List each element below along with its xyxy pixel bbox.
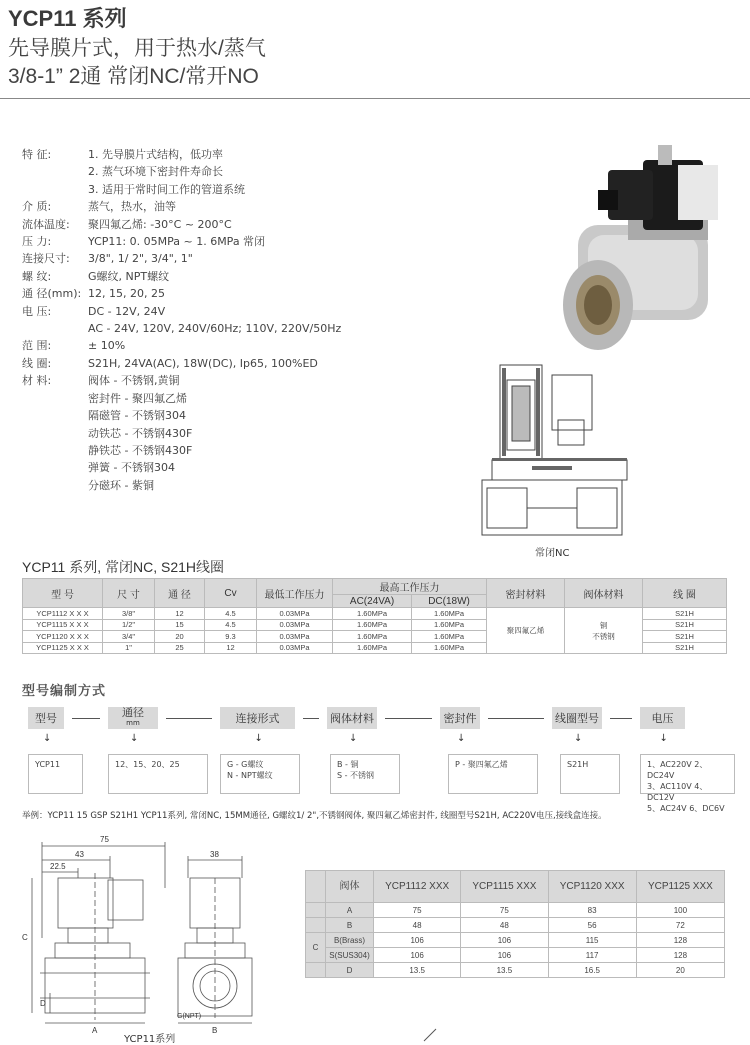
spec-value: 弹簧 - 不锈钢304 <box>88 461 175 475</box>
spec-row <box>22 372 341 389</box>
code-option: P - 聚四氟乙烯 <box>448 754 538 794</box>
spec-label: 连接尺寸: <box>22 252 70 266</box>
dim-th-corner: 阀体 <box>326 871 374 903</box>
spec-row <box>22 442 341 459</box>
spec-row <box>22 285 341 302</box>
code-option: 1、AC220V 2、DC24V 3、AC110V 4、DC12V 5、AC24V 6、DC6V <box>640 754 735 794</box>
table-cell: 12 <box>155 608 205 620</box>
table-cell: 1.60MPa <box>412 619 487 631</box>
spec-row <box>22 163 341 180</box>
spec-label: 材 料: <box>22 374 52 388</box>
th-min-pressure: 最低工作压力 <box>257 579 333 608</box>
spec-row <box>22 390 341 407</box>
spec-label: 线 圈: <box>22 356 52 370</box>
spec-row <box>22 268 341 285</box>
table-cell: YCP1125 X X X <box>23 642 103 654</box>
code-connector <box>385 718 432 719</box>
code-box-label: 电压 <box>651 711 674 725</box>
body-material-1: 铜 <box>599 620 608 630</box>
spec-label: 特 征: <box>22 148 52 161</box>
dim-row <box>306 948 725 963</box>
spec-row <box>22 233 341 250</box>
dim-cell: 48 <box>374 918 461 933</box>
body-material-2: 不锈钢 <box>592 631 615 641</box>
dim-th-1112: YCP1112 XXX <box>374 871 461 903</box>
spec-label: 流体温度: <box>22 217 70 231</box>
spec-label <box>22 163 88 180</box>
dim-empty-cell <box>306 918 326 933</box>
table-cell: 1.60MPa <box>333 642 412 654</box>
code-box <box>108 707 158 729</box>
down-arrow-icon: ↓ <box>130 733 139 744</box>
dim-row-label: B <box>326 918 374 933</box>
code-option: 12、15、20、25 <box>108 754 208 794</box>
table-cell: YCP1112 X X X <box>23 608 103 620</box>
code-box <box>640 707 685 729</box>
spec-value: 3. 适用于常时间工作的管道系统 <box>88 182 245 196</box>
spec-value: 蒸气，热水，油等 <box>88 200 176 214</box>
spec-row <box>22 146 341 163</box>
th-body: 阀体材料 <box>565 579 643 608</box>
spec-row <box>22 425 341 442</box>
spec-value: DC - 12V, 24V <box>88 304 166 318</box>
spec-value: S21H, 24VA(AC), 18W(DC), Ip65, 100%ED <box>88 356 318 370</box>
table-cell: 1.60MPa <box>333 631 412 643</box>
table-cell: 1.60MPa <box>412 631 487 643</box>
down-arrow-icon: ↓ <box>43 733 52 744</box>
spec-label: 介 质: <box>22 200 52 214</box>
seal-cell: 聚四氟乙烯 <box>487 608 565 654</box>
spec-row <box>22 303 341 320</box>
spec-label <box>22 477 88 494</box>
down-arrow-icon: ↓ <box>349 733 358 744</box>
spec-label: 压 力: <box>22 235 52 249</box>
spec-value: ± 10% <box>88 339 126 353</box>
dim-cell: 20 <box>636 963 724 978</box>
dim-empty-cell <box>306 903 326 918</box>
spec-row <box>22 459 341 476</box>
dim-cell: 83 <box>548 903 636 918</box>
product-photo <box>548 140 728 360</box>
dim-c-label: C <box>306 933 326 963</box>
table-row <box>23 608 727 620</box>
spec-row <box>22 407 341 424</box>
pen-stroke-mark <box>422 1025 442 1043</box>
spec-label <box>22 442 88 459</box>
coil-cell: S21H <box>643 642 727 654</box>
table-cell: 1.60MPa <box>333 608 412 620</box>
table-cell: 3/4" <box>103 631 155 643</box>
spec-value: G螺纹, NPT螺纹 <box>88 269 170 283</box>
dim-row <box>306 918 725 933</box>
th-size: 尺 寸 <box>103 579 155 608</box>
body-cell <box>565 608 643 654</box>
code-box-label: 密封件 <box>443 711 477 725</box>
th-model: 型 号 <box>23 579 103 608</box>
code-box <box>220 707 295 729</box>
spec-value: AC - 24V, 120V, 240V/60Hz; 110V, 220V/50Hz <box>88 322 342 336</box>
dim-cell: 16.5 <box>548 963 636 978</box>
dim-cell: 117 <box>548 948 636 963</box>
th-bore: 通 径 <box>155 579 205 608</box>
spec-row <box>22 477 341 494</box>
table-cell: YCP1120 X X X <box>23 631 103 643</box>
dim-cell: 72 <box>636 918 724 933</box>
spec-value: 静铁芯 - 不锈钢430F <box>88 443 193 457</box>
spec-row <box>22 337 341 354</box>
code-box <box>327 707 377 729</box>
table-cell: 0.03MPa <box>257 631 333 643</box>
down-arrow-icon: ↓ <box>574 733 583 744</box>
page-title: YCP11 系列 <box>8 6 127 31</box>
spec-row <box>22 216 341 233</box>
table-cell: 20 <box>155 631 205 643</box>
spec-label <box>22 407 88 424</box>
dimension-table <box>305 870 725 978</box>
dim-row <box>306 903 725 918</box>
dim-th-1120: YCP1120 XXX <box>548 871 636 903</box>
coil-cell: S21H <box>643 631 727 643</box>
table-cell: 25 <box>155 642 205 654</box>
coil-cell: S21H <box>643 608 727 620</box>
code-option: B - 铜 S - 不锈钢 <box>330 754 400 794</box>
code-box-label: 阀体材料 <box>330 711 374 725</box>
table-cell: 1.60MPa <box>412 608 487 620</box>
label-g-npt: G(NPT) <box>177 1013 202 1020</box>
dim-row-label: B(Brass) <box>326 933 374 948</box>
example-text: 举例：YCP11 15 GSP S21H1 YCP11系列, 常闭NC, 15MM通径, G螺纹1/ 2",不锈钢阀体, 聚四氟乙烯密封件, 线圈型号S21H, AC220V电压,接线盒连接。 <box>22 811 607 821</box>
spec-row <box>22 181 341 198</box>
dim-cell: 75 <box>461 903 548 918</box>
table-cell: 0.03MPa <box>257 608 333 620</box>
coding-title: 型号编制方式 <box>22 684 107 699</box>
table-cell: 4.5 <box>205 608 257 620</box>
spec-value: 2. 蒸气环境下密封件寿命长 <box>88 165 223 179</box>
code-box <box>28 707 64 729</box>
spec-value: 动铁芯 - 不锈钢430F <box>88 426 193 440</box>
spec-value: 12, 15, 20, 25 <box>88 287 165 301</box>
dim-cell: 106 <box>374 948 461 963</box>
dim-cell: 128 <box>636 948 724 963</box>
code-connector <box>166 718 212 719</box>
spec-row <box>22 250 341 267</box>
dim-43: 43 <box>75 850 84 859</box>
code-option: G - G螺纹 N - NPT螺纹 <box>220 754 300 794</box>
code-connector <box>610 718 632 719</box>
code-box-label: 连接形式 <box>235 711 280 725</box>
down-arrow-icon: ↓ <box>659 733 668 744</box>
dim-row-label: S(SUS304) <box>326 948 374 963</box>
subtitle-line1: 先导膜片式，用于热水/蒸气 <box>8 37 266 60</box>
spec-value: 分磁环 - 紫铜 <box>88 478 154 492</box>
label-a: A <box>92 1026 98 1035</box>
drawing-caption: YCP11系列 <box>124 1034 176 1045</box>
table-cell: 1.60MPa <box>333 619 412 631</box>
table-title: YCP11 系列, 常闭NC, S21H线圈 <box>22 559 225 575</box>
spec-list <box>22 146 341 494</box>
model-table <box>22 578 727 654</box>
code-box-label: 线圈型号 <box>555 711 599 725</box>
table-cell: 4.5 <box>205 619 257 631</box>
th-coil: 线 圈 <box>643 579 727 608</box>
table-cell: 1.60MPa <box>412 642 487 654</box>
table-cell: 0.03MPa <box>257 642 333 654</box>
header-divider <box>0 98 750 99</box>
down-arrow-icon: ↓ <box>254 733 263 744</box>
th-cv: Cv <box>205 579 257 608</box>
dim-row <box>306 933 725 948</box>
spec-row <box>22 320 341 337</box>
dim-cell: 48 <box>461 918 548 933</box>
label-b: B <box>212 1026 218 1035</box>
spec-value: 1. 先导膜片式结构，低功率 <box>88 148 223 161</box>
dimension-drawing <box>20 828 275 1043</box>
spec-value: 密封件 - 聚四氟乙烯 <box>88 391 187 405</box>
spec-value: 聚四氟乙烯: -30°C ~ 200°C <box>88 217 232 231</box>
spec-label <box>22 320 88 337</box>
cross-section-diagram <box>472 360 632 540</box>
dim-38: 38 <box>210 850 219 859</box>
bore-unit: mm <box>126 719 140 727</box>
spec-value: 阀体 - 不锈钢,黄铜 <box>88 374 180 388</box>
table-cell: 15 <box>155 619 205 631</box>
dim-cell: 75 <box>374 903 461 918</box>
spec-label: 电 压: <box>22 304 52 318</box>
dim-cell: 115 <box>548 933 636 948</box>
dim-th-1125: YCP1125 XXX <box>636 871 724 903</box>
code-connector <box>488 718 544 719</box>
dim-cell: 13.5 <box>374 963 461 978</box>
th-max-pressure: 最高工作压力 <box>333 579 487 595</box>
th-ac: AC(24VA) <box>333 595 412 608</box>
table-cell: 9.3 <box>205 631 257 643</box>
code-box-label: 型号 <box>35 711 57 725</box>
code-option: S21H <box>560 754 620 794</box>
table-cell: 1/2" <box>103 619 155 631</box>
code-box-label: 通径 <box>122 706 144 719</box>
subtitle-line2: 3/8-1” 2通 常闭NC/常开NO <box>8 65 259 88</box>
label-c: C <box>22 933 28 942</box>
diagram-caption: 常闭NC <box>535 548 570 559</box>
table-cell: YCP1115 X X X <box>23 619 103 631</box>
table-cell: 12 <box>205 642 257 654</box>
spec-value: 3/8", 1/ 2", 3/4", 1" <box>88 252 193 266</box>
table-cell: 0.03MPa <box>257 619 333 631</box>
dim-row-label: D <box>326 963 374 978</box>
th-seal: 密封材料 <box>487 579 565 608</box>
spec-label: 范 围: <box>22 339 52 353</box>
dim-cell: 106 <box>461 948 548 963</box>
dim-th-empty <box>306 871 326 903</box>
th-dc: DC(18W) <box>412 595 487 608</box>
code-box <box>552 707 602 729</box>
coil-cell: S21H <box>643 619 727 631</box>
dim-22-5: 22.5 <box>50 862 66 871</box>
spec-value: YCP11: 0. 05MPa ~ 1. 6MPa 常闭 <box>88 235 266 249</box>
dim-cell: 100 <box>636 903 724 918</box>
spec-value: 隔磁管 - 不锈钢304 <box>88 409 186 423</box>
dim-cell: 128 <box>636 933 724 948</box>
dim-row-label: A <box>326 903 374 918</box>
down-arrow-icon: ↓ <box>457 733 466 744</box>
code-option: YCP11 <box>28 754 83 794</box>
spec-label: 通 径(mm): <box>22 287 82 301</box>
dim-cell: 106 <box>374 933 461 948</box>
spec-row <box>22 198 341 215</box>
spec-label <box>22 181 88 198</box>
label-d: D <box>40 999 46 1008</box>
dim-th-1115: YCP1115 XXX <box>461 871 548 903</box>
spec-row <box>22 355 341 372</box>
dim-empty-cell <box>306 963 326 978</box>
code-box <box>440 707 480 729</box>
spec-label: 螺 纹: <box>22 269 52 283</box>
dim-cell: 106 <box>461 933 548 948</box>
code-connector <box>72 718 100 719</box>
dim-cell: 13.5 <box>461 963 548 978</box>
code-connector <box>303 718 319 719</box>
dim-cell: 56 <box>548 918 636 933</box>
dim-row <box>306 963 725 978</box>
table-cell: 3/8" <box>103 608 155 620</box>
dim-75: 75 <box>100 835 109 844</box>
spec-label <box>22 390 88 407</box>
spec-label <box>22 425 88 442</box>
table-cell: 1" <box>103 642 155 654</box>
spec-label <box>22 459 88 476</box>
